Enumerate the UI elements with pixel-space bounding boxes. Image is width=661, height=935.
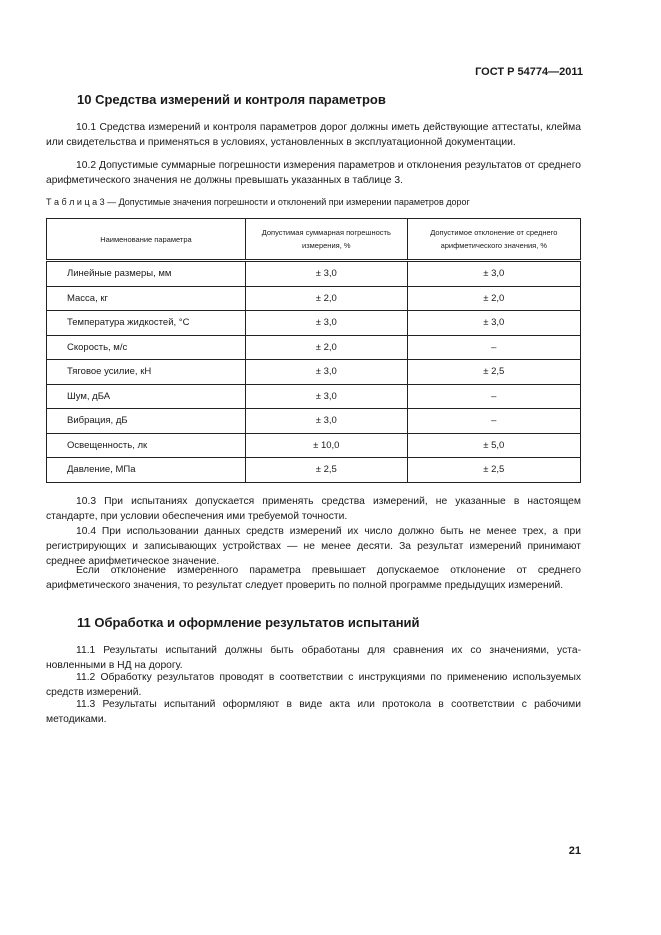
error-value-cell: ± 3,0: [245, 261, 407, 287]
parameter-name-cell: Освещенность, лк: [47, 433, 246, 458]
table-3-caption: Т а б л и ц а 3 — Допустимые значения погрешности и отклонений при измерении параметров дорог: [46, 197, 470, 207]
deviation-value-cell: ± 2,5: [407, 360, 580, 385]
deviation-value-cell: –: [407, 384, 580, 409]
deviation-value-cell: ± 3,0: [407, 261, 580, 287]
table-row: [47, 458, 581, 483]
error-value-cell: ± 2,0: [245, 286, 407, 311]
error-value-cell: ± 3,0: [245, 360, 407, 385]
paragraph-10-1: 10.1 Средства измерений и контроля параметров дорог должны иметь действующие аттестаты, клейма или свидетельства и применяться в условиях, установленных в эксплуатационной документации.: [46, 122, 581, 148]
table-header-row: [47, 219, 581, 261]
parameter-name-cell: Давление, МПа: [47, 458, 246, 483]
table-row: [47, 384, 581, 409]
paragraph-11-2: 11.2 Обработку результатов проводят в соответствии с инструкциями по применению используемых средств измерений.: [46, 672, 581, 698]
paragraph-11-3: 11.3 Результаты испытаний оформляют в виде акта или протокола в соответствии с рабочими методиками.: [46, 699, 581, 725]
parameter-name-cell: Вибрация, дБ: [47, 409, 246, 434]
standard-code: ГОСТ Р 54774—2011: [475, 66, 583, 78]
parameter-name-cell: Линейные размеры, мм: [47, 261, 246, 287]
deviation-value-cell: –: [407, 335, 580, 360]
page-number: 21: [568, 845, 581, 857]
parameter-name-cell: Шум, дБА: [47, 384, 246, 409]
deviation-value-cell: ± 2,0: [407, 286, 580, 311]
table-row: [47, 286, 581, 311]
section-10-title: 10 Средства измерений и контроля параметров: [77, 92, 386, 107]
error-value-cell: ± 2,5: [245, 458, 407, 483]
parameter-name-cell: Тяговое усилие, кН: [47, 360, 246, 385]
table-row: [47, 360, 581, 385]
parameter-name-cell: Скорость, м/с: [47, 335, 246, 360]
paragraph-10-3: 10.3 При испытаниях допускается применять средства измерений, не указанные в настоящем стандарте, при условии обеспечения ими требуемой точности.: [46, 496, 581, 522]
column-header-deviation: Допустимое отклонение от среднего арифметического значения, %: [407, 219, 580, 261]
error-value-cell: ± 2,0: [245, 335, 407, 360]
error-value-cell: ± 3,0: [245, 409, 407, 434]
deviation-value-cell: ± 3,0: [407, 311, 580, 336]
table-row: [47, 335, 581, 360]
column-header-error: Допустимая суммарная погрешность измерения, %: [245, 219, 407, 261]
deviation-value-cell: ± 5,0: [407, 433, 580, 458]
tolerance-table: [46, 218, 581, 483]
parameter-name-cell: Масса, кг: [47, 286, 246, 311]
paragraph-10-4: 10.4 При использовании данных средств измерений их число должно быть не менее трех, а при регистрирующих и записывающих устройствах — не менее десяти. За результат измерений принимают среднее арифметическое значение.: [46, 526, 581, 567]
table-row: [47, 311, 581, 336]
paragraph-10-4-cont: Если отклонение измеренного параметра превышает допускаемое отклонение от среднего арифметического значения, то результат следует проверить по полной программе предыдущих измерений.: [46, 565, 581, 591]
table-row: [47, 261, 581, 287]
error-value-cell: ± 3,0: [245, 311, 407, 336]
error-value-cell: ± 3,0: [245, 384, 407, 409]
table-row: [47, 433, 581, 458]
deviation-value-cell: ± 2,5: [407, 458, 580, 483]
column-header-parameter: Наименование параметра: [47, 219, 246, 261]
paragraph-11-1: 11.1 Результаты испытаний должны быть обработаны для сравнения их со значениями, установленными в НД на дорогу.: [46, 645, 581, 671]
deviation-value-cell: –: [407, 409, 580, 434]
error-value-cell: ± 10,0: [245, 433, 407, 458]
table-row: [47, 409, 581, 434]
paragraph-10-2: 10.2 Допустимые суммарные погрешности измерения параметров и отклонения результатов от среднего арифметического значения не должны превышать указанных в таблице 3.: [46, 160, 581, 186]
parameter-name-cell: Температура жидкостей, °С: [47, 311, 246, 336]
section-11-title: 11 Обработка и оформление результатов испытаний: [77, 615, 420, 630]
